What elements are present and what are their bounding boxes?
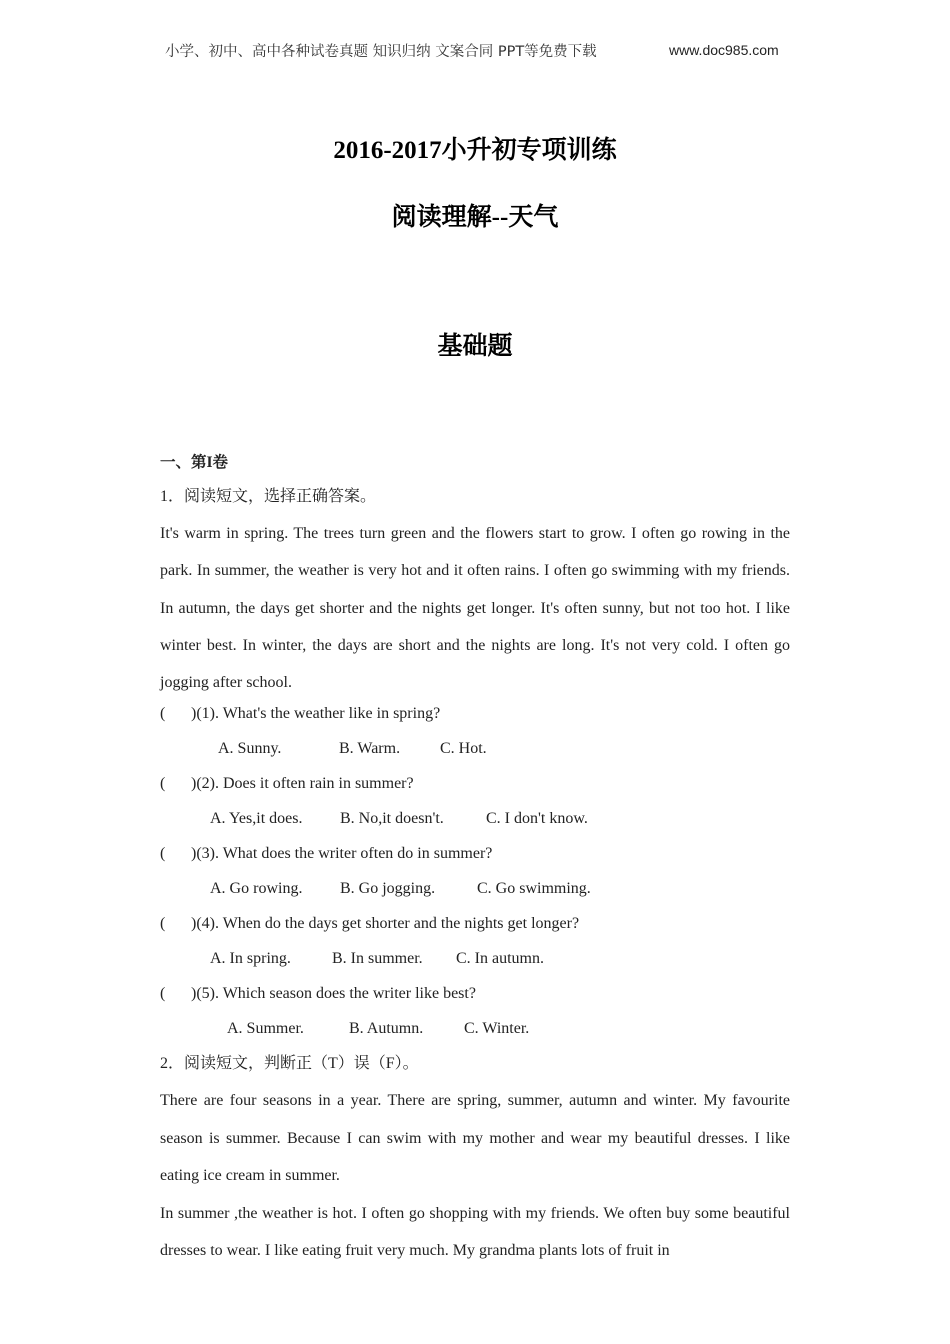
question-1-options [160, 736, 790, 771]
section-title: 基础题 [437, 333, 513, 360]
option-c[interactable]: C. Go swimming. [477, 880, 591, 898]
question-4-options [160, 946, 790, 981]
option-a[interactable]: A. Yes,it does. [210, 810, 303, 828]
option-b[interactable]: B. In summer. [332, 950, 423, 968]
question-text: )(3). What does the writer often do in summer? [191, 845, 493, 863]
question-1-passage [160, 515, 790, 701]
doc-title: 2016-2017小升初专项训练 [333, 137, 617, 164]
answer-blank[interactable]: ( [160, 705, 166, 723]
answer-blank[interactable]: ( [160, 775, 166, 793]
question-1-title: 1．阅读短文，选择正确答案。 [160, 488, 377, 505]
question-text: )(5). Which season does the writer like best? [191, 985, 476, 1003]
question-item-5 [160, 981, 790, 1016]
passage-paragraph-1: There are four seasons in a year. There are spring, summer, autumn and winter. My favourite season is summer. Because I can swim with my mother and wear my beautiful dresses. I like eating ice cream in summer. [160, 1092, 790, 1185]
question-item-2 [160, 771, 790, 806]
option-a[interactable]: A. Sunny. [218, 740, 282, 758]
option-c[interactable]: C. Winter. [464, 1020, 530, 1038]
passage-paragraph-2: In summer ,the weather is hot. I often go shopping with my friends. We often buy some beautiful dresses to wear. I like eating fruit very much. My grandma plants lots of fruit in [160, 1204, 790, 1260]
option-b[interactable]: B. Go jogging. [340, 880, 436, 898]
question-item-4 [160, 911, 790, 946]
question-5-options [160, 1016, 790, 1051]
question-2-passage [160, 1082, 790, 1270]
option-a[interactable]: A. Summer. [227, 1020, 304, 1038]
question-2-options [160, 806, 790, 841]
question-text: )(1). What's the weather like in spring? [191, 705, 441, 723]
question-item-3 [160, 841, 790, 876]
answer-blank[interactable]: ( [160, 985, 166, 1003]
option-a[interactable]: A. In spring. [210, 950, 291, 968]
question-text: )(2). Does it often rain in summer? [191, 775, 414, 793]
passage-text: It's warm in spring. The trees turn green and the flowers start to grow. I often go rowing in the park. In summer, the weather is very hot and it often rains. I often go swimming with my friends. In autumn, the days get shorter and the nights get longer. It's often sunny, but not too hot. I like winter best. In winter, the days are short and the nights are long. It's not very cold. I often go jogging after school. [160, 525, 790, 692]
part-heading: 一、第I卷 [160, 454, 229, 471]
question-text: )(4). When do the days get shorter and the nights get longer? [191, 915, 580, 933]
question-item-1 [160, 701, 790, 736]
option-b[interactable]: B. Autumn. [349, 1020, 424, 1038]
question-2-title: 2．阅读短文，判断正（T）误（F）。 [160, 1055, 419, 1073]
doc-subtitle: 阅读理解--天气 [391, 204, 559, 231]
answer-blank[interactable]: ( [160, 915, 166, 933]
option-b[interactable]: B. Warm. [339, 740, 401, 758]
option-b[interactable]: B. No,it doesn't. [340, 810, 444, 828]
page-header-url[interactable]: www.doc985.com [669, 42, 779, 58]
option-c[interactable]: C. Hot. [440, 740, 487, 758]
option-a[interactable]: A. Go rowing. [210, 880, 303, 898]
document-body [160, 450, 790, 1270]
answer-blank[interactable]: ( [160, 845, 166, 863]
option-c[interactable]: C. In autumn. [456, 950, 544, 968]
question-3-options [160, 876, 790, 911]
option-c[interactable]: C. I don't know. [486, 810, 588, 828]
page-header-text: 小学、初中、高中各种试卷真题 知识归纳 文案合同 PPT等免费下载 [165, 44, 597, 60]
